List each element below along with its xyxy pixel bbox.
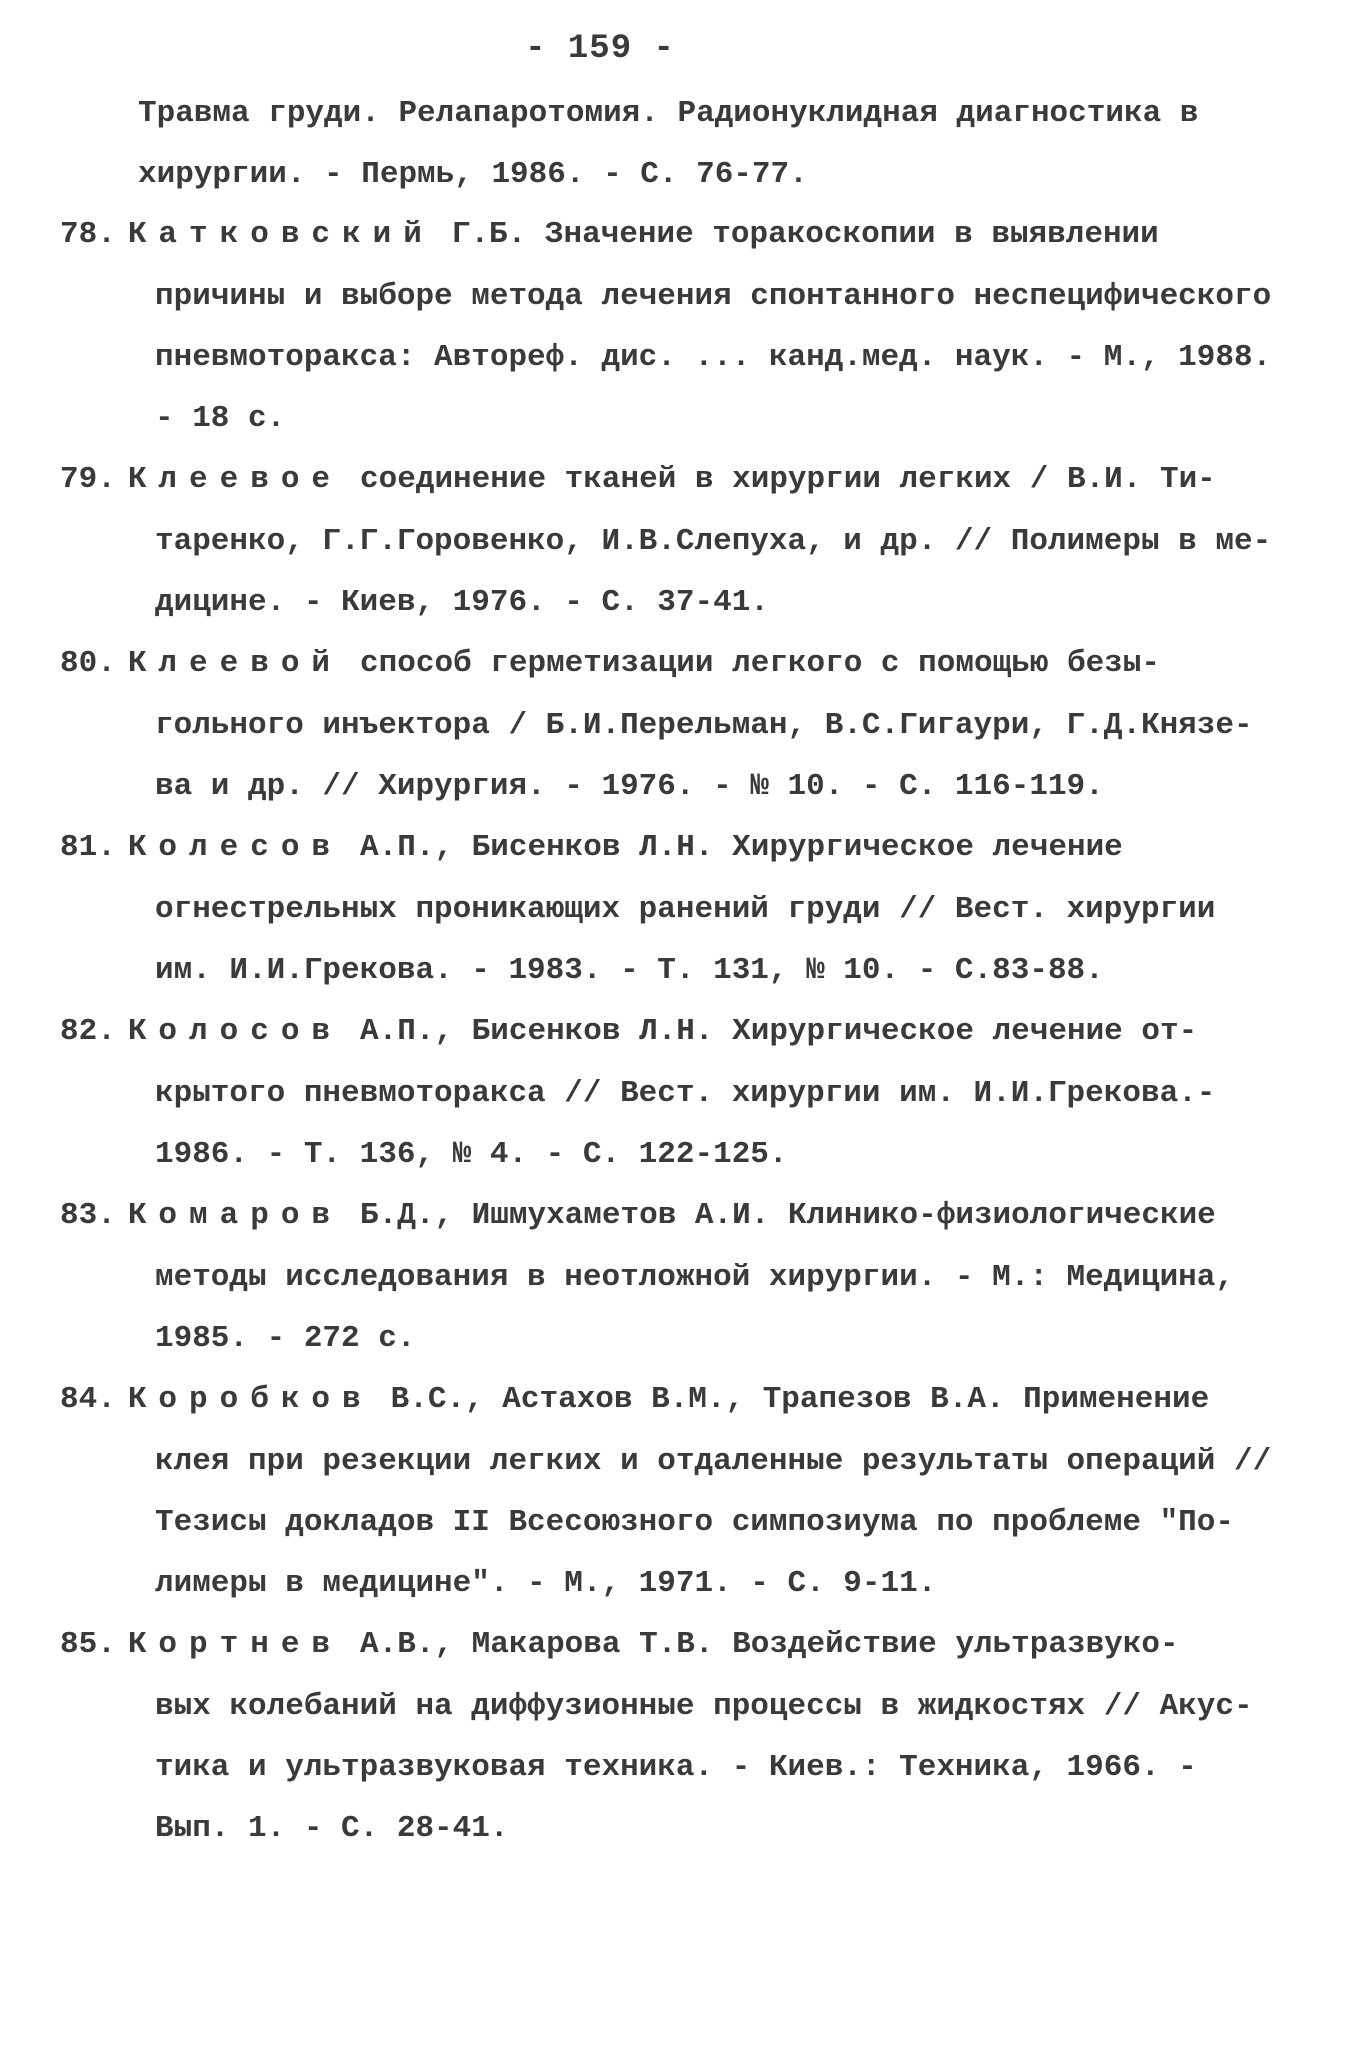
- reference-author-spaced: Колосов: [127, 1014, 343, 1049]
- reference-continuation-line: огнестрельных проникающих ранений груди // Вест. хирургии: [155, 892, 1216, 927]
- reference-entry-first-line: [60, 1012, 1197, 1052]
- reference-continuation-line: крытого пневмоторакса // Вест. хирургии им. И.И.Грекова.-: [155, 1076, 1216, 1111]
- continuation-line: Травма груди. Релапаротомия. Радионуклидная диагностика в: [138, 96, 1199, 131]
- reference-entry-first-line: [60, 1380, 1209, 1420]
- reference-continuation-line: причины и выборе метода лечения спонтанного неспецифического: [155, 279, 1272, 314]
- reference-continuation-line: гольного инъектора / Б.И.Перельман, В.С.Гигаури, Г.Д.Князе-: [155, 708, 1253, 743]
- reference-author-spaced: Клеевой: [127, 646, 343, 681]
- reference-author-spaced: Коробков: [127, 1382, 373, 1417]
- reference-continuation-line: пневмоторакса: Автореф. дис. ... канд.мед. наук. - М., 1988.: [155, 340, 1272, 375]
- reference-text: А.П., Бисенков Л.Н. Хирургическое лечение от-: [360, 1014, 1198, 1049]
- page-number: - 159 -: [525, 30, 675, 68]
- continuation-line: хирургии. - Пермь, 1986. - С. 76-77.: [138, 157, 808, 192]
- reference-continuation-line: методы исследования в неотложной хирургии. - М.: Медицина,: [155, 1260, 1234, 1295]
- reference-text: соединение тканей в хирургии легких / В.И. Ти-: [360, 462, 1216, 497]
- reference-text: А.П., Бисенков Л.Н. Хирургическое лечение: [360, 830, 1123, 865]
- reference-continuation-line: - 18 с.: [155, 401, 286, 436]
- reference-text: А.В., Макарова Т.В. Воздействие ультразвуко-: [360, 1627, 1179, 1662]
- reference-continuation-line: ва и др. // Хирургия. - 1976. - № 10. - С. 116-119.: [155, 769, 1104, 804]
- reference-text: В.С., Астахов В.М., Трапезов В.А. Применение: [390, 1382, 1210, 1417]
- reference-text: Б.Д., Ишмухаметов А.И. Клинико-физиологические: [360, 1198, 1216, 1233]
- reference-number: 80.: [60, 646, 116, 681]
- reference-continuation-line: клея при резекции легких и отдаленные результаты операций //: [155, 1444, 1272, 1479]
- reference-entry-first-line: [60, 460, 1216, 500]
- reference-number: 78.: [60, 217, 116, 252]
- reference-number: 83.: [60, 1198, 116, 1233]
- reference-author-spaced: Катковский: [127, 217, 434, 252]
- reference-continuation-line: тика и ультразвуковая техника. - Киев.: Техника, 1966. -: [155, 1750, 1197, 1785]
- reference-continuation-line: вых колебаний на диффузионные процессы в жидкостях // Акус-: [155, 1689, 1253, 1724]
- reference-text: Г.Б. Значение торакоскопии в выявлении: [451, 217, 1159, 252]
- reference-continuation-line: 1985. - 272 с.: [155, 1321, 416, 1356]
- reference-author-spaced: Комаров: [127, 1198, 343, 1233]
- reference-continuation-line: таренко, Г.Г.Горовенко, И.В.Слепуха, и др. // Полимеры в ме-: [155, 524, 1272, 559]
- reference-continuation-line: 1986. - Т. 136, № 4. - С. 122-125.: [155, 1137, 788, 1172]
- reference-entry-first-line: [60, 1625, 1179, 1665]
- reference-number: 81.: [60, 830, 116, 865]
- reference-author-spaced: Кортнев: [127, 1627, 343, 1662]
- reference-number: 79.: [60, 462, 116, 497]
- reference-entry-first-line: [60, 215, 1159, 255]
- reference-entry-first-line: [60, 644, 1160, 684]
- reference-author-spaced: Колесов: [127, 830, 343, 865]
- reference-entry-first-line: [60, 1196, 1216, 1236]
- reference-number: 85.: [60, 1627, 116, 1662]
- reference-continuation-line: лимеры в медицине". - М., 1971. - С. 9-11.: [155, 1566, 937, 1601]
- reference-text: способ герметизации легкого с помощью безы-: [360, 646, 1160, 681]
- reference-continuation-line: Вып. 1. - С. 28-41.: [155, 1811, 509, 1846]
- reference-continuation-line: им. И.И.Грекова. - 1983. - Т. 131, № 10. - С.83-88.: [155, 953, 1104, 988]
- reference-entry-first-line: [60, 828, 1123, 868]
- reference-author-spaced: Клеевое: [127, 462, 343, 497]
- reference-number: 82.: [60, 1014, 116, 1049]
- reference-continuation-line: Тезисы докладов II Всесоюзного симпозиума по проблеме "По-: [155, 1505, 1234, 1540]
- reference-number: 84.: [60, 1382, 116, 1417]
- reference-continuation-line: дицине. - Киев, 1976. - С. 37-41.: [155, 585, 769, 620]
